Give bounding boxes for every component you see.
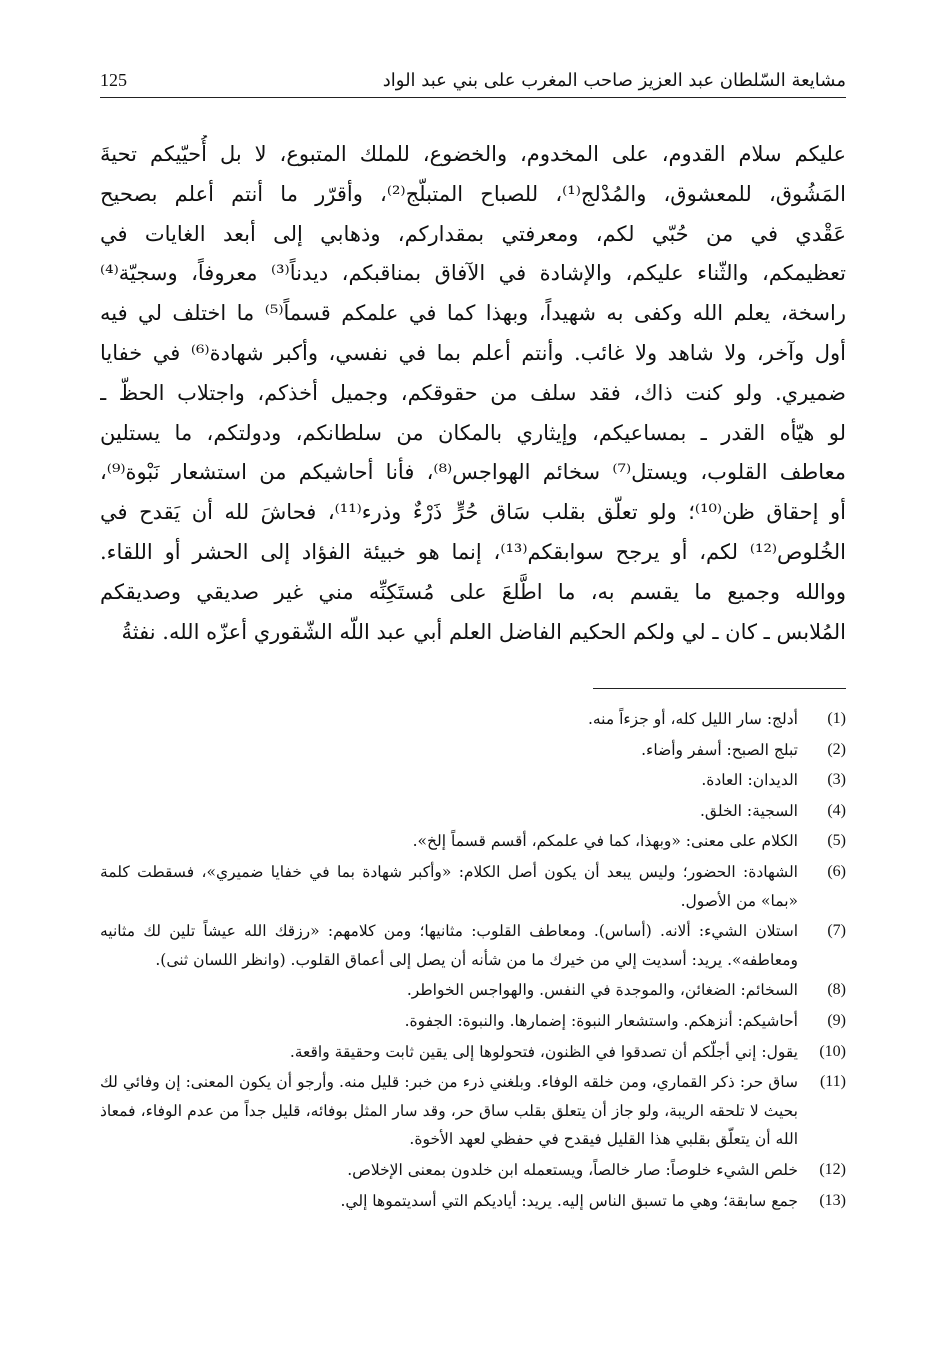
footnote-number: (4) bbox=[827, 801, 846, 819]
text-line: المَشُوق، للمعشوق، والمُدْلج⁽¹⁾، للصباح المتبلّج⁽²⁾، وأقرّر ما أنتم أعلم بصحيح bbox=[100, 181, 846, 206]
footnote-number: (10) bbox=[819, 1042, 846, 1060]
footnote-number: (6) bbox=[827, 862, 846, 880]
footnote-item bbox=[100, 766, 846, 795]
footnote-number: (13) bbox=[819, 1191, 846, 1209]
footnote-text: خلص الشيء خلوصاً: صار خالصاً، ويستعمله ابن خلدون بمعنى الإخلاص. bbox=[347, 1160, 798, 1179]
footnote-separator bbox=[593, 688, 846, 689]
running-title: مشايعة السّلطان عبد العزيز صاحب المغرب على بني عبد الواد bbox=[382, 70, 846, 91]
footnote-number: (12) bbox=[819, 1160, 846, 1178]
footnote-text: الكلام على معنى: «وبهذا، كما في علمكم، أقسم قسماً إلخ». bbox=[412, 832, 798, 851]
text-line: المُلابس ـ كان ـ لي ولكم الحكيم الفاضل العلم أبي عبد اللّه الشّقوري أعزّه الله. نفثةُ bbox=[121, 619, 846, 644]
footnote-item bbox=[100, 827, 846, 856]
text-line: أو إحقاق ظن⁽¹⁰⁾؛ ولو تعلّق بقلب سَاق حُرٍّ ذَرْءٌ وذرء⁽¹¹⁾، فحاشَ لله أن يَقدح في bbox=[100, 500, 846, 525]
footnote-item bbox=[100, 1187, 846, 1216]
footnote-number: (9) bbox=[827, 1011, 846, 1029]
footnote-item bbox=[100, 1038, 846, 1067]
footnote-text: استلان الشيء: ألانه. (أساس). ومعاطف القلوب: مثانيها؛ ومن كلامهم: «رزقك الله عيشاً تلين لك مثانيه ومعاطفه». يريد: أسديت إلي من خيرك ما من شأنه أن يصل إلى أعماق القلوب. (وانظر اللسان ثنى). bbox=[100, 922, 798, 969]
text-line: ووالله وجميع ما يقسم به، ما اطَّلعَ على مُستَكِنِّه مني غير صديقي وصديقكم bbox=[100, 579, 846, 604]
footnote-number: (3) bbox=[827, 771, 846, 789]
footnote-item bbox=[100, 736, 846, 765]
text-line: راسخة، يعلم الله وكفى به شهيداً، وبهذا كما في علمكم قسماً⁽⁵⁾ ما اختلف لي فيه bbox=[100, 301, 846, 326]
footnotes bbox=[100, 705, 846, 1217]
footnote-number: (8) bbox=[827, 981, 846, 999]
footnote-item bbox=[100, 917, 846, 974]
footnote-text: أحاشيكم: أنزهكم. واستشعار النبوة: إضمارها. والنبوة: الجفوة. bbox=[404, 1011, 798, 1030]
footnote-item bbox=[100, 976, 846, 1005]
footnote-item bbox=[100, 1007, 846, 1036]
footnote-number: (11) bbox=[819, 1073, 846, 1091]
footnote-number: (2) bbox=[827, 740, 846, 758]
footnote-number: (7) bbox=[827, 922, 846, 940]
text-line: عليكم سلام القدوم، على المخدوم، والخضوع، للملك المتبوع، لا بل أُحيّيكم تحيةَ bbox=[100, 142, 846, 166]
footnote-text: تبلج الصبح: أسفر وأضاء. bbox=[641, 740, 798, 759]
footnote-number: (5) bbox=[827, 832, 846, 850]
text-line: عَقْدي في من حُبّي لكم، ومعرفتي بمقداركم، وذهابي إلى أبعد الغايات في bbox=[100, 221, 846, 246]
text-line: أول وآخر، ولا شاهد ولا غائب. وأنتم أعلم بما في نفسي، وأكبر شهادة⁽⁶⁾ في خفايا bbox=[100, 340, 846, 365]
footnote-item bbox=[100, 1156, 846, 1185]
footnote-item bbox=[100, 1068, 846, 1154]
footnote-text: جمع سابقة؛ وهي ما تسبق الناس إليه. يريد: أياديكم التي أسديتموها إلي. bbox=[340, 1191, 798, 1210]
text-line: معاطف القلوب، ويستل⁽⁷⁾ سخائم الهواجس⁽⁸⁾، فأنا أحاشيكم من استشعار نَبْوة⁽⁹⁾، bbox=[100, 460, 846, 485]
footnote-item bbox=[100, 797, 846, 826]
footnote-text: السخائم: الضغائن، والموجدة في النفس. والهواجس الخواطر. bbox=[406, 981, 798, 1000]
footnote-text: الديدان: العادة. bbox=[701, 771, 798, 790]
footnote-item bbox=[100, 858, 846, 915]
footnote-text: يقول: إني أجلّكم أن تصدقوا في الظنون، فتحولوها إلى يقين ثابت وحقيقة واقعة. bbox=[289, 1042, 798, 1061]
footnote-text: أدلج: سار الليل كله، أو جزءاً منه. bbox=[587, 710, 798, 728]
footnote-text: ساق حر: ذكر القماري، ومن خلقه الوفاء. وبلغني ذرء من خبر: قليل منه. وأرجو أن يكون المعنى: إن وفائي لك بحيث لا تلحقه الريبة، ولو جاز أن يتعلق بقلب ساق حر، وقد سار المثل بوفائه، قليل جداً من عدم الوفاء، فمعاذ الله أن يتعلّق بقلبي هذا القليل فيقدح في حفظي لعهد الأخوة. bbox=[100, 1073, 798, 1149]
main-text bbox=[100, 135, 846, 652]
footnote-text: السجية: الخلق. bbox=[699, 801, 798, 820]
footnote-number: (1) bbox=[827, 710, 846, 727]
text-line: ضميري. ولو كنت ذاك، فقد سلف من حقوقكم، وجميل أخذكم، واجتلاب الحظّ ـ bbox=[100, 380, 846, 405]
page-header bbox=[100, 58, 846, 98]
text-line: الخُلوص⁽¹²⁾ لكم، أو يرجح سوابقكم⁽¹³⁾، إنما هو خبيئة الفؤاد إلى الحشر أو اللقاء. bbox=[100, 539, 846, 564]
footnote-text: الشهادة: الحضور؛ وليس يبعد أن يكون أصل الكلام: «وأكبر شهادة بما في خفايا ضميري»، فسقطت كلمة «بما» من الأصول. bbox=[100, 862, 798, 910]
footnote-item bbox=[100, 705, 846, 734]
text-line: تعظيمكم، والثّناء عليكم، والإشادة في الآفاق بمناقبكم، ديدناً⁽³⁾ معروفاً، وسجيّة⁽⁴⁾ bbox=[100, 261, 846, 286]
page-number: 125 bbox=[100, 70, 127, 90]
text-line: لو هيّأه القدر ـ بمساعيكم، وإيثاري بالمكان من سلطانكم، ودولتكم، ما يستلين bbox=[100, 420, 846, 445]
